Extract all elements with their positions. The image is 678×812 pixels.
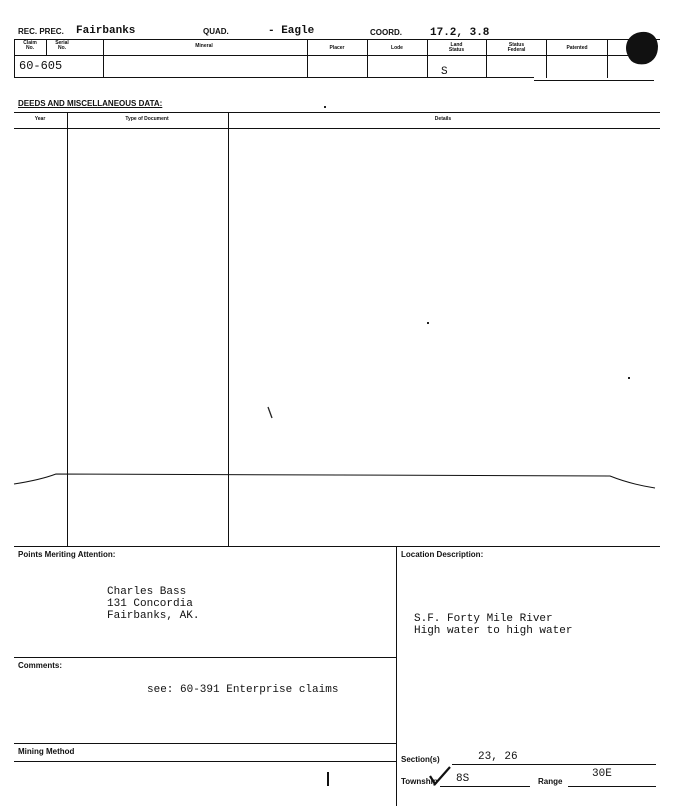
col-patented: Patented <box>566 45 588 51</box>
range-value: 30E <box>592 768 612 780</box>
points-text: Charles Bass 131 Concordia Fairbanks, AK. <box>107 586 200 622</box>
col-lode: Lode <box>391 45 403 51</box>
coord-label: COORD. <box>370 28 402 37</box>
points-label: Points Meriting Attention: <box>18 550 116 559</box>
coord-value: 17.2, 3.8 <box>430 27 490 39</box>
check-mark-icon <box>426 764 454 786</box>
col-mineral: Mineral <box>195 43 213 49</box>
comments-text: see: 60-391 Enterprise claims <box>147 684 339 696</box>
col-claim-no: Claim No. <box>23 40 37 51</box>
section-value: 23, 26 <box>478 751 518 763</box>
rec-prec-label: REC. PREC. <box>18 27 64 36</box>
location-label: Location Description: <box>401 550 484 559</box>
quad-label: QUAD. <box>203 27 229 36</box>
col-year: Year <box>34 116 46 122</box>
location-text: S.F. Forty Mile River High water to high water <box>414 613 573 637</box>
range-label: Range <box>538 777 563 786</box>
comments-label: Comments: <box>18 661 63 670</box>
ink-blot-icon <box>620 28 660 68</box>
fold-line <box>0 468 678 498</box>
township-value: 8S <box>456 773 470 785</box>
col-land-status: Land Status <box>448 42 465 53</box>
claim-no-value: 60-605 <box>19 59 63 73</box>
quad-value: - Eagle <box>268 25 315 37</box>
land-status-value: S <box>441 66 448 78</box>
deeds-section-title: DEEDS AND MISCELLANEOUS DATA: <box>18 99 163 108</box>
township-label: Township <box>401 777 438 786</box>
section-label: Section(s) <box>401 755 440 764</box>
rec-prec-value: Fairbanks <box>76 25 136 37</box>
mining-method-label: Mining Method <box>18 747 75 756</box>
col-status-federal: Status Federal <box>507 42 526 53</box>
col-details: Details <box>434 116 452 122</box>
col-type: Type of Document <box>125 116 169 122</box>
col-serial-no: Serial No. <box>55 40 69 51</box>
col-placer: Placer <box>329 45 345 51</box>
